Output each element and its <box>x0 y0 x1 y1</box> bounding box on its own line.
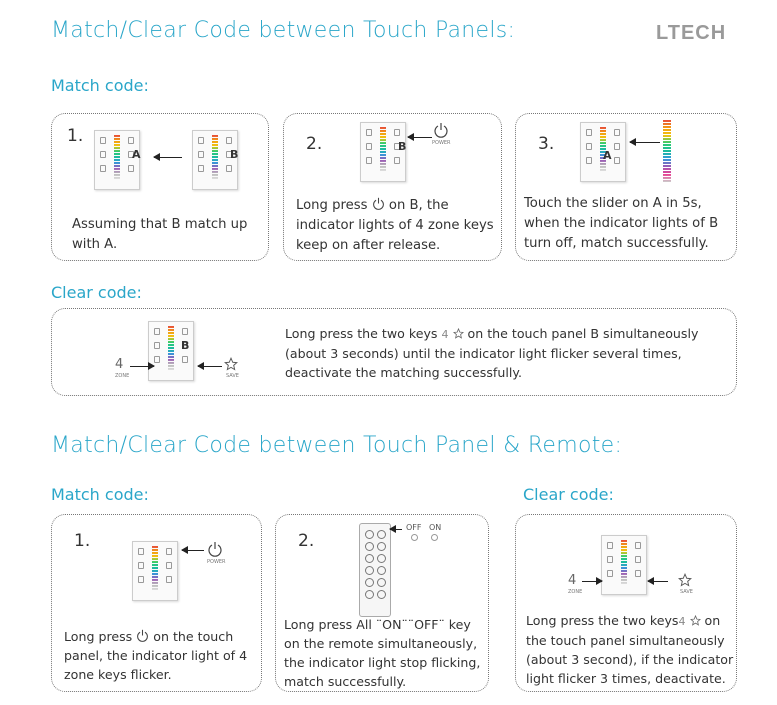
save-label: SAVE <box>680 589 693 595</box>
power-icon <box>372 197 385 210</box>
clear-description: Long press the two keys 4 on the touch panel B simultaneously (about 3 seconds) until the indicator light flicker several times, deactivate the matching successfully. <box>285 326 699 380</box>
arrow-left-icon <box>182 550 204 551</box>
arrow-left-icon <box>648 581 668 582</box>
touch-panel-b <box>360 122 406 182</box>
save-label: SAVE <box>226 373 239 379</box>
star-icon <box>690 615 701 626</box>
step-number: 2. <box>298 531 315 551</box>
off-key-label: OFF <box>406 523 422 532</box>
touch-panel <box>601 535 647 595</box>
off-key-icon <box>411 534 418 541</box>
arrow-right-icon <box>130 366 154 367</box>
star-icon <box>224 357 238 371</box>
touch-panel-b <box>192 130 238 190</box>
panels-step1-box <box>51 113 269 261</box>
arrow-left-icon <box>198 366 222 367</box>
panel-label: B <box>398 140 407 153</box>
section-title-remote: Match/Clear Code between Touch Panel & Remote: <box>51 433 623 458</box>
arrow-left-icon <box>630 142 660 143</box>
power-icon <box>136 629 149 642</box>
section-title-panels: Match/Clear Code between Touch Panels: <box>51 18 516 43</box>
arrow-left-icon <box>154 157 182 158</box>
power-icon <box>433 122 449 138</box>
panel-label: B <box>181 339 190 352</box>
match-code-label: Match code: <box>51 485 149 504</box>
clear-code-label: Clear code: <box>51 283 142 302</box>
zone-label: ZONE <box>568 589 583 595</box>
panel-label: A <box>603 149 612 162</box>
power-label: POWER <box>432 140 451 146</box>
match-code-label: Match code: <box>51 76 149 95</box>
star-icon <box>453 328 464 339</box>
arrow-left-icon <box>390 529 402 530</box>
zone-4-icon: 4 <box>115 357 124 372</box>
remote-step2-box <box>275 514 489 692</box>
touch-panel <box>132 541 178 601</box>
panel-label: B <box>230 148 239 161</box>
step-description: Touch the slider on A in 5s, when the indicator lights of B turn off, match successfully. <box>524 196 719 251</box>
ltech-logo: LTECH <box>656 22 727 44</box>
remote-step1-box <box>51 514 262 692</box>
step-description: Long press All ¨ON¨¨OFF¨ key on the remote simultaneously, the indicator light stop flicking, match successfully. <box>284 617 481 689</box>
on-key-label: ON <box>429 523 442 532</box>
touch-panel-b <box>148 321 194 381</box>
zone-label: ZONE <box>115 373 130 379</box>
arrow-right-icon <box>582 581 602 582</box>
panel-label: A <box>132 148 141 161</box>
remote-clear-box <box>515 514 737 692</box>
remote-control <box>359 523 391 617</box>
color-slider-strip <box>663 120 671 182</box>
power-label: POWER <box>207 559 226 565</box>
panels-clear-box <box>51 308 737 396</box>
on-key-icon <box>431 534 438 541</box>
panels-step2-box <box>283 113 502 261</box>
step-number: 1. <box>67 126 84 146</box>
touch-panel-a <box>580 122 626 182</box>
step-number: 2. <box>306 134 323 154</box>
clear-description: Long press the two keys4 on the touch panel simultaneously (about 3 second), if the indicator light flicker 3 times, deactivate. <box>526 613 734 686</box>
power-icon <box>207 541 223 557</box>
step-description: Assuming that B match up with A. <box>72 217 248 252</box>
panels-step3-box <box>515 113 737 261</box>
step-description: Long press on B, the indicator lights of 4 zone keys keep on after release. <box>296 198 494 253</box>
step-number: 3. <box>538 134 555 154</box>
touch-panel-a <box>94 130 140 190</box>
star-icon <box>678 573 692 587</box>
step-description: Long press on the touch panel, the indicator light of 4 zone keys flicker. <box>64 629 248 682</box>
clear-code-label: Clear code: <box>523 485 614 504</box>
zone-4-icon: 4 <box>568 573 577 588</box>
step-number: 1. <box>74 531 91 551</box>
arrow-left-icon <box>408 137 432 138</box>
